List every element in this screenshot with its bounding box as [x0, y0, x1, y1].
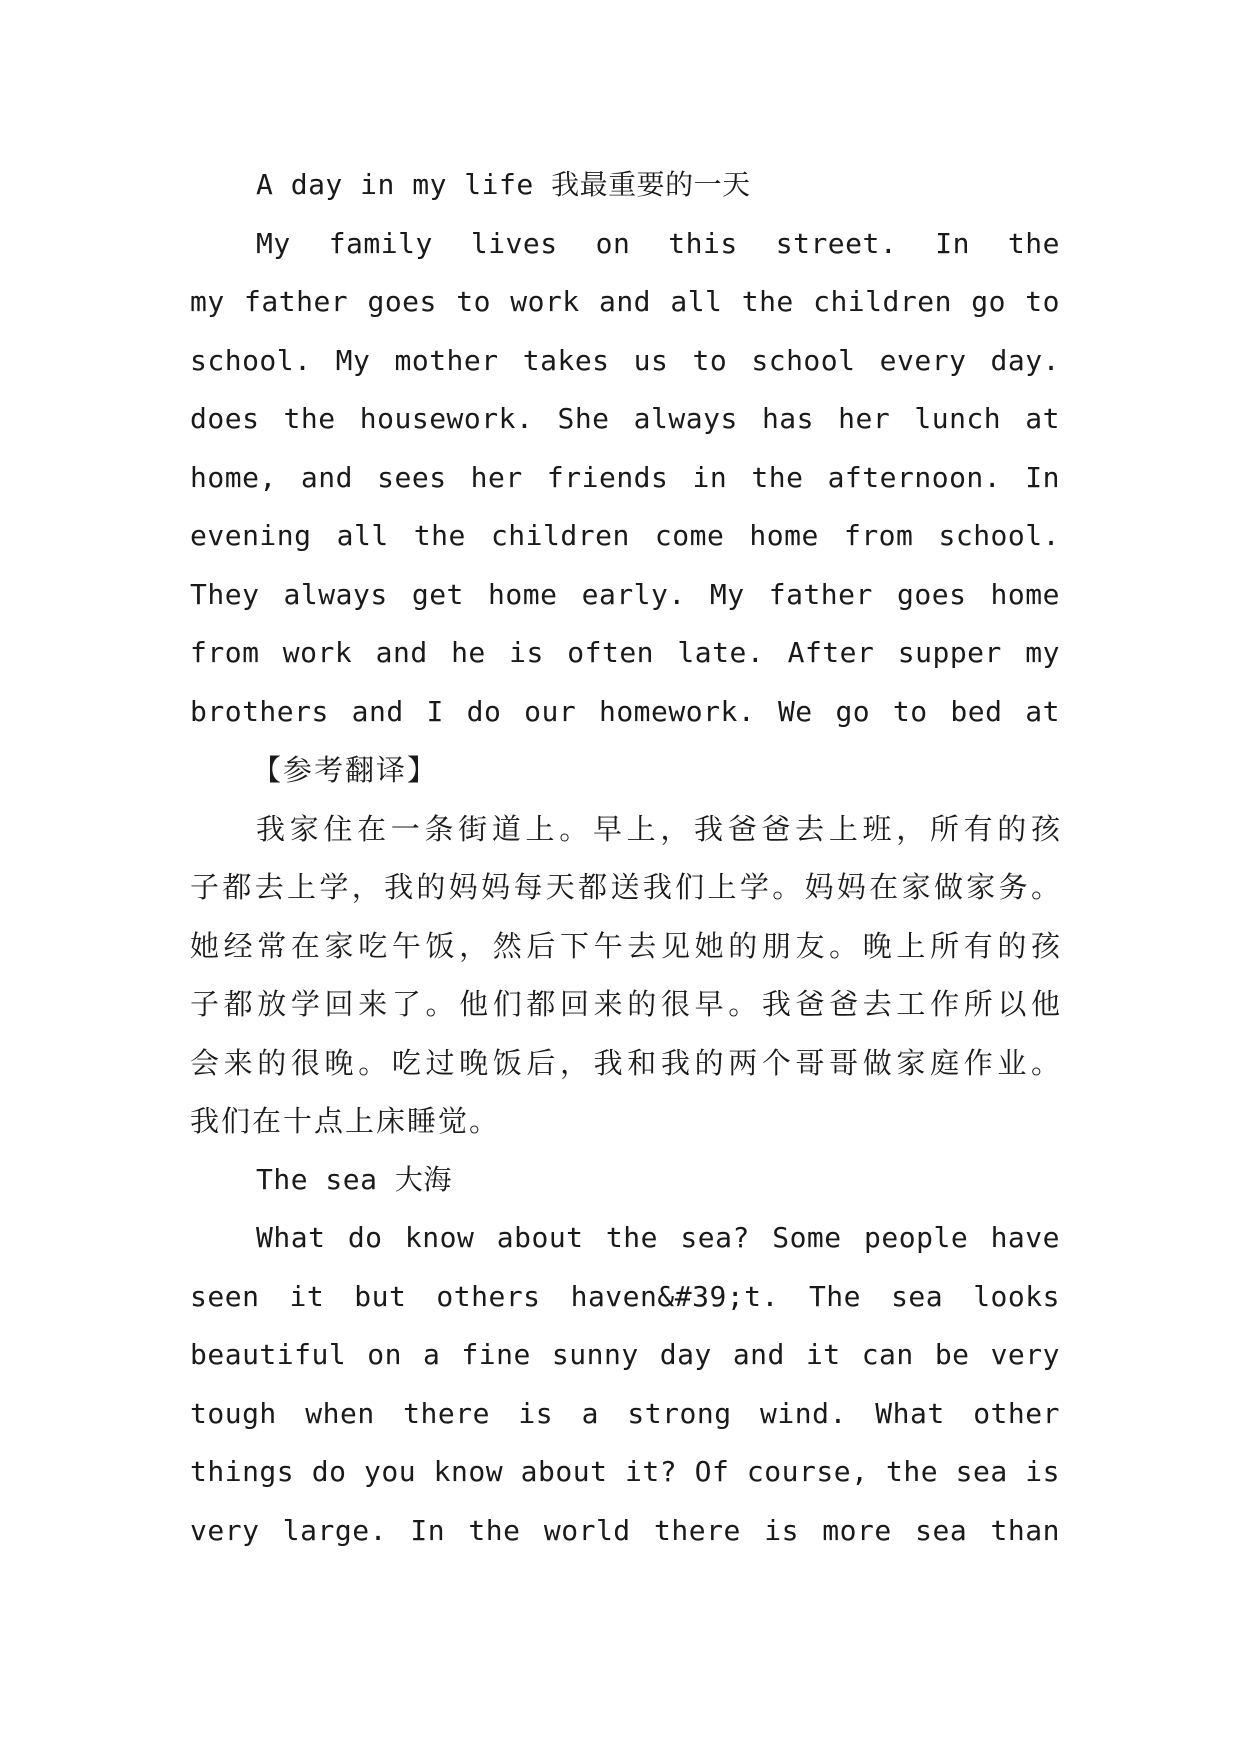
section1-title: A day in my life 我最重要的一天: [256, 168, 751, 201]
paragraph-line: home, and sees her friends in the afternoon. In: [190, 460, 1060, 494]
translation-line: 我们在十点上床睡觉。: [190, 1104, 501, 1138]
paragraph-line: my father goes to work and all the children go to: [190, 285, 1060, 318]
section1-block: [190, 156, 1060, 1560]
paragraph-line: evening all the children come home from school.: [190, 519, 1060, 552]
paragraph-line: school. My mother takes us to school every day.: [190, 343, 1060, 377]
translation-line: 子都放学回来了。他们都回来的很早。我爸爸去工作所以他: [190, 987, 1060, 1021]
paragraph-line: They always get home early. My father goes home: [190, 577, 1060, 611]
section2-title: The sea 大海: [256, 1162, 452, 1196]
translation-line: 会来的很晚。吃过晚饭后，我和我的两个哥哥做家庭作业。: [190, 1045, 1060, 1080]
translation-line: 她经常在家吃午饭，然后下午去见她的朋友。晚上所有的孩: [190, 928, 1060, 963]
paragraph-line: from work and he is often late. After supper my: [190, 636, 1060, 669]
translation-line: 子都去上学，我的妈妈每天都送我们上学。妈妈在家做家务。: [190, 870, 1060, 904]
paragraph-line: very large. In the world there is more sea than: [190, 1513, 1060, 1547]
paragraph-line: What do know about the sea? Some people have: [256, 1221, 1060, 1254]
translation-line: 我家住在一条街道上。早上，我爸爸去上班，所有的孩: [256, 811, 1060, 846]
paragraph-line: brothers and I do our homework. We go to bed at: [190, 694, 1060, 728]
paragraph-line: does the housework. She always has her lunch at: [190, 402, 1060, 435]
paragraph-line: tough when there is a strong wind. What other: [190, 1396, 1060, 1430]
paragraph-line: seen it but others haven&#39;t. The sea looks: [190, 1279, 1060, 1313]
paragraph-line: beautiful on a fine sunny day and it can be very: [190, 1338, 1060, 1371]
translation-heading: 【参考翻译】: [252, 753, 439, 787]
paragraph-line: things do you know about it? Of course, the sea is: [190, 1455, 1060, 1488]
paragraph-line: My family lives on this street. In the: [256, 226, 1060, 260]
